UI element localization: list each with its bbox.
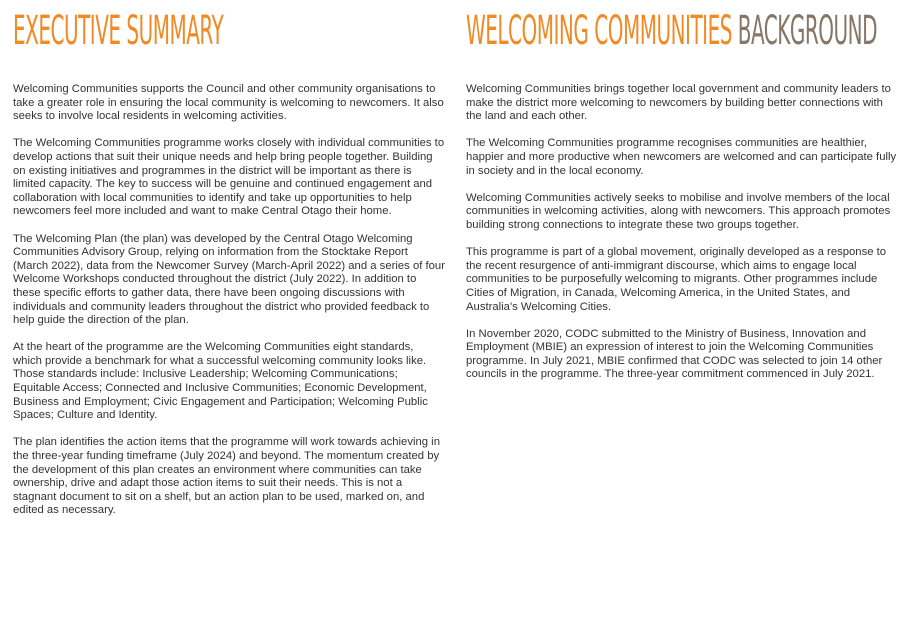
background-heading-part2: BACKGROUND: [737, 8, 878, 54]
background-heading-part1: WELCOMING COMMUNITIES: [466, 8, 732, 54]
executive-summary-paragraph: The Welcoming Communities programme works closely with individual communities to develop actions that suit their unique needs and help bring people together. Building on existing initiatives and programmes in the district will be important as there is limited capacity. The key to success will be genuine and continued engagement and collaboration with local communities to identify and take up opportunities to help newcomers feel more included and want to make Central Otago their home.: [13, 137, 445, 218]
background-paragraph: In November 2020, CODC submitted to the Ministry of Business, Innovation and Employment (MBIE) an expression of interest to join the Welcoming Communities programme. In July 2021, MBIE confirmed that CODC was selected to join 14 other councils in the programme. The three-year commitment commenced in July 2021.: [466, 327, 883, 381]
executive-summary-heading: [13, 8, 223, 54]
executive-summary-paragraph: Welcoming Communities supports the Council and other community organisations to take a greater role in ensuring the local community is welcoming to newcomers. It also seeks to involve local residents in welcoming activities.: [13, 83, 444, 123]
background-paragraph: Welcoming Communities actively seeks to mobilise and involve members of the local communities in welcoming activities, along with newcomers. This approach promotes building strong connections to integrate these two groups together.: [466, 191, 891, 231]
executive-summary-paragraph: The plan identifies the action items that the programme will work towards achieving in the three-year funding timeframe (July 2024) and beyond. The momentum created by the development of this plan creates an environment where communities can take ownership, drive and adapt those action items to suit their needs. This is not a stagnant document to sit on a shelf, but an action plan to be used, marked on, and edited as necessary.: [13, 436, 440, 517]
executive-summary-paragraph: At the heart of the programme are the Welcoming Communities eight standards, which provide a benchmark for what a successful welcoming community looks like. Those standards include: Inclusive Leadership; Welcoming Communications; Equitable Access; Connected and Inclusive Communities; Economic Development, Business and Employment; Civic Engagement and Participation; Welcoming Public Spaces; Culture and Identity.: [13, 341, 428, 422]
executive-summary-heading-text: EXECUTIVE SUMMARY: [13, 8, 224, 54]
executive-summary-body: [13, 83, 445, 532]
background-paragraph: The Welcoming Communities programme recognises communities are healthier, happier and more productive when newcomers are welcomed and can participate fully in society and in the local economy.: [466, 137, 897, 177]
background-paragraph: Welcoming Communities brings together local government and community leaders to make the district more welcoming to newcomers by building better connections with the land and each other.: [466, 83, 891, 123]
background-heading: [466, 8, 877, 54]
executive-summary-paragraph: The Welcoming Plan (the plan) was developed by the Central Otago Welcoming Communities Advisory Group, relying on information from the Stocktake Report (March 2022), data from the Newcomer Survey (March-April 2022) and a series of four Welcome Workshops conducted throughout the district (July 2022). In addition to these specific efforts to gather data, there have been ongoing discussions with individuals and community leaders throughout the district who provided feedback to help guide the direction of the plan.: [13, 232, 445, 327]
background-paragraph: This programme is part of a global movement, originally developed as a response to the recent resurgence of anti-immigrant discourse, which aims to engage local communities to be purposefully welcoming to migrants. Other programmes include Cities of Migration, in Canada, Welcoming America, in the United States, and Australia's Welcoming Cities.: [466, 246, 887, 313]
background-body: [466, 83, 898, 396]
